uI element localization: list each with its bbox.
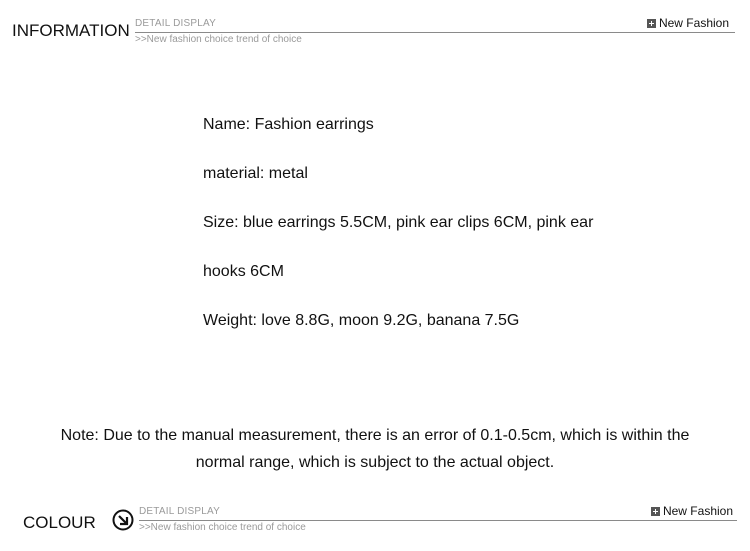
information-divider — [135, 32, 735, 33]
detail-size: Size: blue earrings 5.5CM, pink ear clips 6CM, pink ear — [203, 214, 594, 231]
information-title: INFORMATION — [12, 21, 130, 40]
information-new-fashion-link[interactable] — [647, 16, 729, 30]
new-fashion-label: New Fashion — [662, 504, 733, 518]
colour-title: COLOUR — [23, 513, 96, 532]
new-fashion-label: New Fashion — [658, 16, 729, 30]
product-details — [203, 116, 593, 361]
note-line-2: normal range, which is subject to the actual object. — [195, 454, 555, 471]
information-header — [0, 14, 750, 54]
detail-size-continued: hooks 6CM — [203, 263, 284, 280]
note-line-1: Note: Due to the manual measurement, there is an error of 0.1-0.5cm, which is within the — [60, 427, 690, 444]
measurement-note — [0, 422, 750, 476]
detail-material: material: metal — [203, 165, 308, 182]
detail-name: Name: Fashion earrings — [203, 116, 374, 133]
plus-icon — [647, 19, 656, 28]
colour-header — [0, 502, 750, 542]
arrow-circle-icon — [112, 509, 134, 531]
colour-tagline: >>New fashion choice trend of choice — [139, 522, 306, 533]
detail-weight: Weight: love 8.8G, moon 9.2G, banana 7.5G — [203, 312, 520, 329]
information-subtitle: DETAIL DISPLAY — [135, 18, 216, 29]
colour-subtitle: DETAIL DISPLAY — [139, 506, 220, 517]
colour-new-fashion-link[interactable] — [651, 504, 733, 518]
plus-icon — [651, 507, 660, 516]
colour-divider — [139, 520, 737, 521]
information-tagline: >>New fashion choice trend of choice — [135, 34, 302, 45]
